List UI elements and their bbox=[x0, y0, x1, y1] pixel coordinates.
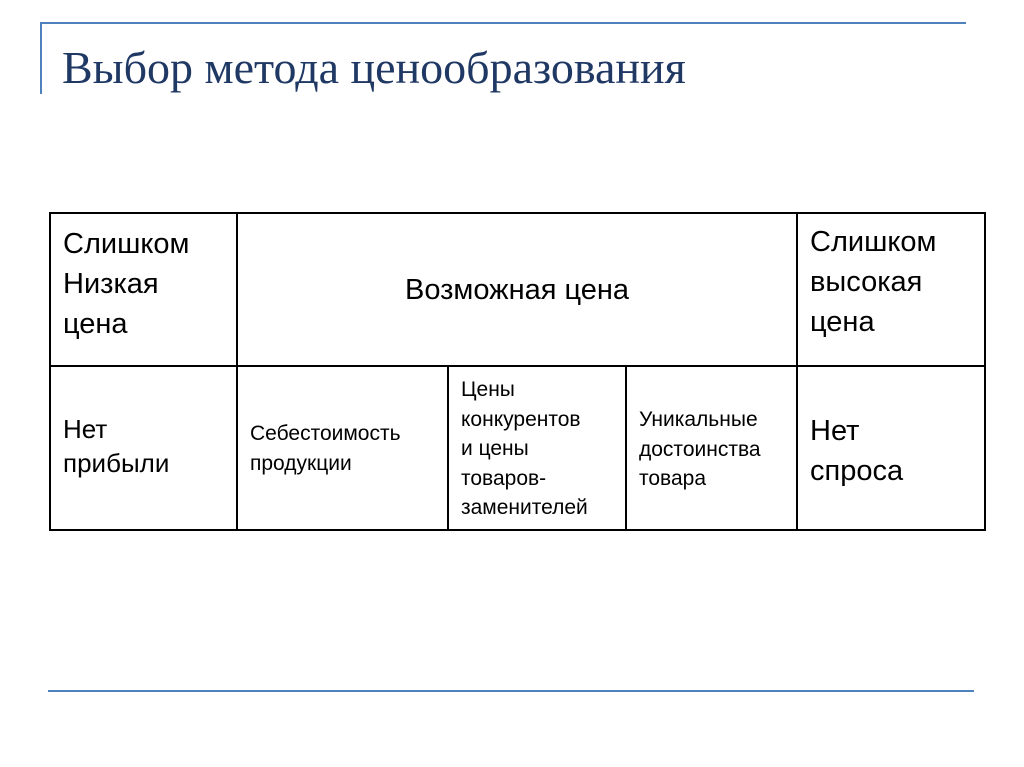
unique-line-1: Уникальные bbox=[639, 408, 758, 432]
table-header-row bbox=[50, 213, 985, 366]
too-low-line-2: Низкая bbox=[63, 268, 159, 301]
competitors-line-3: и цены bbox=[461, 437, 529, 461]
no-demand-line-1: Нет bbox=[810, 415, 860, 448]
competitors-line-5: заменителей bbox=[461, 496, 588, 519]
too-high-line-3: цена bbox=[810, 306, 875, 339]
slide-title: Выбор метода ценообразования bbox=[62, 42, 686, 93]
title-frame-left-line bbox=[40, 22, 42, 94]
unique-line-2: достоинства bbox=[639, 437, 761, 461]
too-low-line-3: цена bbox=[63, 308, 128, 341]
unique-line-3: товара bbox=[639, 467, 707, 491]
competitors-line-1: Цены bbox=[461, 378, 515, 402]
cell-no-demand bbox=[797, 366, 985, 530]
cell-too-low-price bbox=[50, 213, 237, 366]
footer-line bbox=[48, 690, 974, 692]
too-high-line-1: Слишком bbox=[810, 226, 937, 258]
competitors-line-2: конкурентов bbox=[461, 407, 581, 431]
cell-production-cost bbox=[237, 366, 448, 530]
cell-too-high-price bbox=[797, 213, 985, 366]
cell-possible-price bbox=[237, 213, 797, 366]
title-frame-top-line bbox=[40, 22, 966, 24]
possible-price-label: Возможная цена bbox=[404, 273, 630, 306]
cell-unique-advantages bbox=[626, 366, 797, 530]
no-profit-line-2: прибыли bbox=[63, 448, 170, 479]
competitors-line-4: товаров- bbox=[461, 466, 547, 490]
cost-line-2: продукции bbox=[250, 451, 352, 475]
too-high-line-2: высокая bbox=[810, 266, 923, 299]
cost-line-1: Себестоимость bbox=[250, 422, 401, 446]
no-profit-line-1: Нет bbox=[63, 414, 108, 445]
no-demand-line-2: спроса bbox=[810, 455, 904, 488]
table-body-row bbox=[50, 366, 985, 530]
cell-competitor-prices bbox=[448, 366, 626, 530]
too-low-line-1: Слишком bbox=[63, 228, 190, 260]
cell-no-profit bbox=[50, 366, 237, 530]
pricing-method-table bbox=[49, 212, 986, 531]
